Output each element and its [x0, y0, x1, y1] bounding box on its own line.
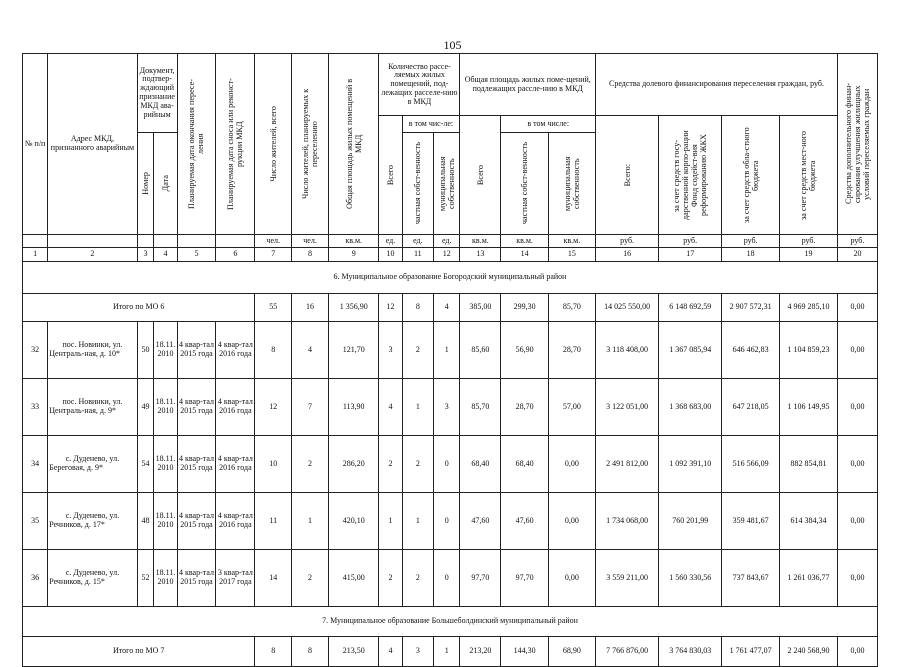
row-address: пос. Новинки, ул. Централь-ная, д. 10* [48, 322, 137, 379]
row-plan-demolition: 4 квар-тал 2016 года [216, 322, 255, 379]
column-number: 18 [722, 248, 780, 262]
row-cell: 359 481,67 [722, 493, 780, 550]
column-numbers-row [23, 248, 878, 262]
total-cell: 213,20 [460, 637, 501, 667]
row-cell: 646 462,83 [722, 322, 780, 379]
total-cell: 3 764 830,03 [659, 637, 722, 667]
row-plan-end: 4 квар-тал 2015 года [177, 322, 216, 379]
table-body [23, 54, 878, 667]
unit-cell: ед. [379, 235, 402, 248]
total-cell: 12 [379, 294, 402, 322]
total-cell: 213,50 [328, 637, 378, 667]
row-cell: 420,10 [328, 493, 378, 550]
header-doc-number-text: Номер [141, 172, 150, 195]
row-doc-number: 52 [137, 550, 154, 607]
header-fund-local [780, 116, 838, 235]
total-cell: 2 907 572,31 [722, 294, 780, 322]
column-number: 14 [501, 248, 548, 262]
row-cell: 1 [379, 493, 402, 550]
row-cell: 97,70 [501, 550, 548, 607]
row-plan-demolition: 4 квар-тал 2016 года [216, 436, 255, 493]
row-cell: 2 [379, 436, 402, 493]
column-number: 10 [379, 248, 402, 262]
table-row [23, 550, 878, 607]
column-number: 11 [402, 248, 434, 262]
row-cell: 4 [292, 322, 329, 379]
section-6-title-row [23, 262, 878, 294]
row-cell: 85,60 [460, 322, 501, 379]
row-cell: 2 491 812,00 [596, 436, 659, 493]
column-number: 5 [177, 248, 216, 262]
row-cell: 3 118 408,00 [596, 322, 659, 379]
column-number: 12 [434, 248, 460, 262]
row-cell: 1 [402, 379, 434, 436]
row-cell: 11 [255, 493, 292, 550]
row-cell: 3 559 211,00 [596, 550, 659, 607]
unit-cell: кв.м. [501, 235, 548, 248]
row-cell: 0 [434, 436, 460, 493]
table-row [23, 436, 878, 493]
total-label: Итого по МО 6 [23, 294, 255, 322]
column-number: 3 [137, 248, 154, 262]
header-area-in-that: в том числе: [501, 116, 596, 133]
header-num: № п/п [23, 54, 48, 235]
header-fund-all [596, 116, 659, 235]
column-number: 9 [328, 248, 378, 262]
column-number: 20 [837, 248, 877, 262]
header-fund-corp-text: за счет средств госу-дарственной корпо-рации Фонд содейст-вия реформированию ЖКХ [672, 130, 709, 220]
unit-cell: руб. [596, 235, 659, 248]
header-rooms-all-text: Всего [385, 164, 395, 186]
row-plan-end: 4 квар-тал 2015 года [177, 493, 216, 550]
total-cell: 2 240 568,90 [780, 637, 838, 667]
row-doc-number: 49 [137, 379, 154, 436]
unit-cell: руб. [659, 235, 722, 248]
row-cell: 47,60 [501, 493, 548, 550]
total-cell: 16 [292, 294, 329, 322]
section-title: 7. Муниципальное образование Большеболдинский муниципальный район [23, 607, 878, 637]
row-cell: 737 843,67 [722, 550, 780, 607]
row-cell: 647 218,05 [722, 379, 780, 436]
header-doc-date [154, 133, 177, 235]
header-extra-funding [837, 54, 877, 235]
row-plan-demolition: 4 квар-тал 2016 года [216, 379, 255, 436]
header-address: Адрес МКД, признанного аварийным [48, 54, 137, 235]
row-cell: 12 [255, 379, 292, 436]
header-plan-demolition-text: Планируемая дата сноса или реконст-рукции МКД [226, 78, 245, 210]
row-cell: 2 [379, 550, 402, 607]
row-cell: 57,00 [548, 379, 595, 436]
row-cell: 3 [434, 379, 460, 436]
unit-cell: чел. [292, 235, 329, 248]
units-row [23, 235, 878, 248]
unit-cell: руб. [780, 235, 838, 248]
row-number: 34 [23, 436, 48, 493]
row-cell: 28,70 [501, 379, 548, 436]
total-cell: 0,00 [837, 637, 877, 667]
header-residents-total-text: Число жителей, всего [268, 106, 278, 182]
total-cell: 4 969 285,10 [780, 294, 838, 322]
total-cell: 8 [402, 294, 434, 322]
row-cell: 68,40 [460, 436, 501, 493]
row-doc-number: 54 [137, 436, 154, 493]
header-fund-regional-text: за счет средств обла-стного бюджета [741, 127, 760, 223]
row-cell: 2 [402, 322, 434, 379]
total-cell: 144,30 [501, 637, 548, 667]
header-rooms-in-that: в том чис-ле: [402, 116, 460, 133]
row-doc-date: 18.11. 2010 [154, 550, 177, 607]
row-cell: 2 [292, 550, 329, 607]
header-area-all [460, 116, 501, 235]
row-doc-number: 48 [137, 493, 154, 550]
total-cell: 7 766 876,00 [596, 637, 659, 667]
row-address: с. Дуденево, ул. Речников, д. 17* [48, 493, 137, 550]
row-cell: 0,00 [837, 379, 877, 436]
header-area-group: Общая площадь жилых поме-щений, подлежащих рассле-нию в МКД [460, 54, 596, 116]
row-number: 33 [23, 379, 48, 436]
section-title: 6. Муниципальное образование Богородский муниципальный район [23, 262, 878, 294]
table-row [23, 322, 878, 379]
row-cell: 7 [292, 379, 329, 436]
column-number: 8 [292, 248, 329, 262]
header-area-private-text: частная собст-венность [520, 142, 530, 225]
row-number: 32 [23, 322, 48, 379]
header-total-area [328, 54, 378, 235]
header-doc-date-text: Дата [160, 175, 170, 192]
row-cell: 0,00 [837, 493, 877, 550]
row-cell: 0,00 [837, 436, 877, 493]
row-cell: 1 367 085,94 [659, 322, 722, 379]
total-cell: 55 [255, 294, 292, 322]
header-residents-planned [292, 54, 329, 235]
header-rooms-municipal-text: муниципальная собственность [437, 156, 456, 211]
row-cell: 28,70 [548, 322, 595, 379]
unit-cell: кв.м. [328, 235, 378, 248]
header-plan-demolition [216, 54, 255, 235]
total-cell: 85,70 [548, 294, 595, 322]
row-cell: 760 201,99 [659, 493, 722, 550]
row-cell: 14 [255, 550, 292, 607]
unit-cell: ед. [402, 235, 434, 248]
total-cell: 3 [402, 637, 434, 667]
header-area-municipal-text: муниципальная собственность [562, 156, 581, 211]
row-cell: 0 [434, 550, 460, 607]
row-cell: 1 734 068,00 [596, 493, 659, 550]
row-doc-date: 18.11. 2010 [154, 322, 177, 379]
section-6-total-row [23, 294, 878, 322]
header-row-1 [23, 54, 878, 116]
row-cell: 2 [402, 436, 434, 493]
row-cell: 1 368 683,00 [659, 379, 722, 436]
row-cell: 286,20 [328, 436, 378, 493]
row-cell: 0,00 [548, 436, 595, 493]
row-address: с. Дуденево, ул. Речников, д. 15* [48, 550, 137, 607]
header-fund-local-text: за счет средств мест-ного бюджета [799, 130, 818, 220]
header-fund-all-text: Всего: [622, 163, 632, 187]
row-number: 35 [23, 493, 48, 550]
table-row [23, 493, 878, 550]
column-number: 13 [460, 248, 501, 262]
row-cell: 516 566,09 [722, 436, 780, 493]
header-doc-number [137, 133, 154, 235]
row-cell: 0,00 [837, 550, 877, 607]
row-cell: 8 [255, 322, 292, 379]
section-7-title-row [23, 607, 878, 637]
row-cell: 1 092 391,10 [659, 436, 722, 493]
unit-cell: кв.м. [460, 235, 501, 248]
header-total-area-text: Общая площадь жилых помещений в МКД [344, 78, 363, 210]
row-cell: 56,90 [501, 322, 548, 379]
total-cell: 299,30 [501, 294, 548, 322]
row-cell: 0 [434, 493, 460, 550]
row-plan-end: 4 квар-тал 2015 года [177, 436, 216, 493]
row-cell: 47,60 [460, 493, 501, 550]
column-number: 17 [659, 248, 722, 262]
header-rooms-group: Количество рассе-ляемых жилых помещений, под-лежащих расселе-нию в МКД [379, 54, 460, 116]
row-cell: 882 854,81 [780, 436, 838, 493]
row-doc-date: 18.11. 2010 [154, 493, 177, 550]
total-cell: 14 025 550,00 [596, 294, 659, 322]
row-cell: 4 [379, 379, 402, 436]
row-cell: 68,40 [501, 436, 548, 493]
table-row [23, 379, 878, 436]
row-cell: 1 [434, 322, 460, 379]
row-cell: 97,70 [460, 550, 501, 607]
column-number: 15 [548, 248, 595, 262]
column-number: 1 [23, 248, 48, 262]
header-rooms-all [379, 116, 402, 235]
row-cell: 0,00 [548, 550, 595, 607]
row-cell: 2 [292, 436, 329, 493]
row-address: пос. Новинки, ул. Централь-ная, д. 9* [48, 379, 137, 436]
unit-cell: руб. [722, 235, 780, 248]
row-address: с. Дуденево, ул. Береговая, д. 9* [48, 436, 137, 493]
total-cell: 8 [255, 637, 292, 667]
column-number: 2 [48, 248, 137, 262]
row-cell: 113,90 [328, 379, 378, 436]
resettlement-table [22, 53, 878, 667]
header-residents-planned-text: Число жителей, планируемых к переселению [301, 88, 320, 200]
total-cell: 68,90 [548, 637, 595, 667]
column-number: 19 [780, 248, 838, 262]
total-cell: 8 [292, 637, 329, 667]
row-cell: 2 [402, 550, 434, 607]
row-doc-number: 50 [137, 322, 154, 379]
header-extra-funding-text: Средства дополнительного финан-сирования улучшения жилищных условий переселяемых граждан [843, 83, 871, 205]
header-rooms-municipal [434, 133, 460, 235]
unit-cell: чел. [255, 235, 292, 248]
header-area-municipal [548, 133, 595, 235]
row-cell: 415,00 [328, 550, 378, 607]
row-cell: 0,00 [837, 322, 877, 379]
row-plan-end: 4 квар-тал 2015 года [177, 379, 216, 436]
row-cell: 0,00 [548, 493, 595, 550]
row-plan-demolition: 3 квар-тал 2017 года [216, 550, 255, 607]
page-number: 105 [443, 38, 462, 52]
row-number: 36 [23, 550, 48, 607]
column-number: 16 [596, 248, 659, 262]
header-plan-end-text: Планируемая дата окончания пересе-ления [187, 78, 206, 210]
row-plan-end: 4 квар-тал 2015 года [177, 550, 216, 607]
section-7-total-row [23, 637, 878, 667]
header-document: Документ, подтвер-ждающий признание МКД ава-рийным [137, 54, 177, 133]
total-cell: 0,00 [837, 294, 877, 322]
total-cell: 6 148 692,59 [659, 294, 722, 322]
row-cell: 1 [402, 493, 434, 550]
row-doc-date: 18.11. 2010 [154, 436, 177, 493]
total-cell: 1 [434, 637, 460, 667]
row-cell: 121,70 [328, 322, 378, 379]
header-rooms-private-text: частная собст-венность [413, 142, 423, 225]
header-fund-corp [659, 116, 722, 235]
column-number: 4 [154, 248, 177, 262]
header-fund-regional [722, 116, 780, 235]
row-cell: 10 [255, 436, 292, 493]
row-cell: 1 106 149,95 [780, 379, 838, 436]
column-number: 6 [216, 248, 255, 262]
total-cell: 1 761 477,07 [722, 637, 780, 667]
row-cell: 1 560 330,56 [659, 550, 722, 607]
header-funding-group: Средства долевого финансирования переселения граждан, руб. [596, 54, 838, 116]
row-cell: 3 [379, 322, 402, 379]
header-area-all-text: Всего [475, 164, 485, 186]
unit-cell: кв.м. [548, 235, 595, 248]
header-residents-total [255, 54, 292, 235]
unit-cell: ед. [434, 235, 460, 248]
row-doc-date: 18.11. 2010 [154, 379, 177, 436]
row-cell: 614 384,34 [780, 493, 838, 550]
row-cell: 1 104 859,23 [780, 322, 838, 379]
row-cell: 85,70 [460, 379, 501, 436]
unit-cell: руб. [837, 235, 877, 248]
total-cell: 385,00 [460, 294, 501, 322]
row-cell: 3 122 051,00 [596, 379, 659, 436]
row-cell: 1 261 036,77 [780, 550, 838, 607]
total-cell: 4 [379, 637, 402, 667]
total-cell: 4 [434, 294, 460, 322]
total-cell: 1 356,90 [328, 294, 378, 322]
header-rooms-private [402, 133, 434, 235]
row-cell: 1 [292, 493, 329, 550]
header-area-private [501, 133, 548, 235]
row-plan-demolition: 4 квар-тал 2016 года [216, 493, 255, 550]
total-label: Итого по МО 7 [23, 637, 255, 667]
header-plan-end [177, 54, 216, 235]
column-number: 7 [255, 248, 292, 262]
